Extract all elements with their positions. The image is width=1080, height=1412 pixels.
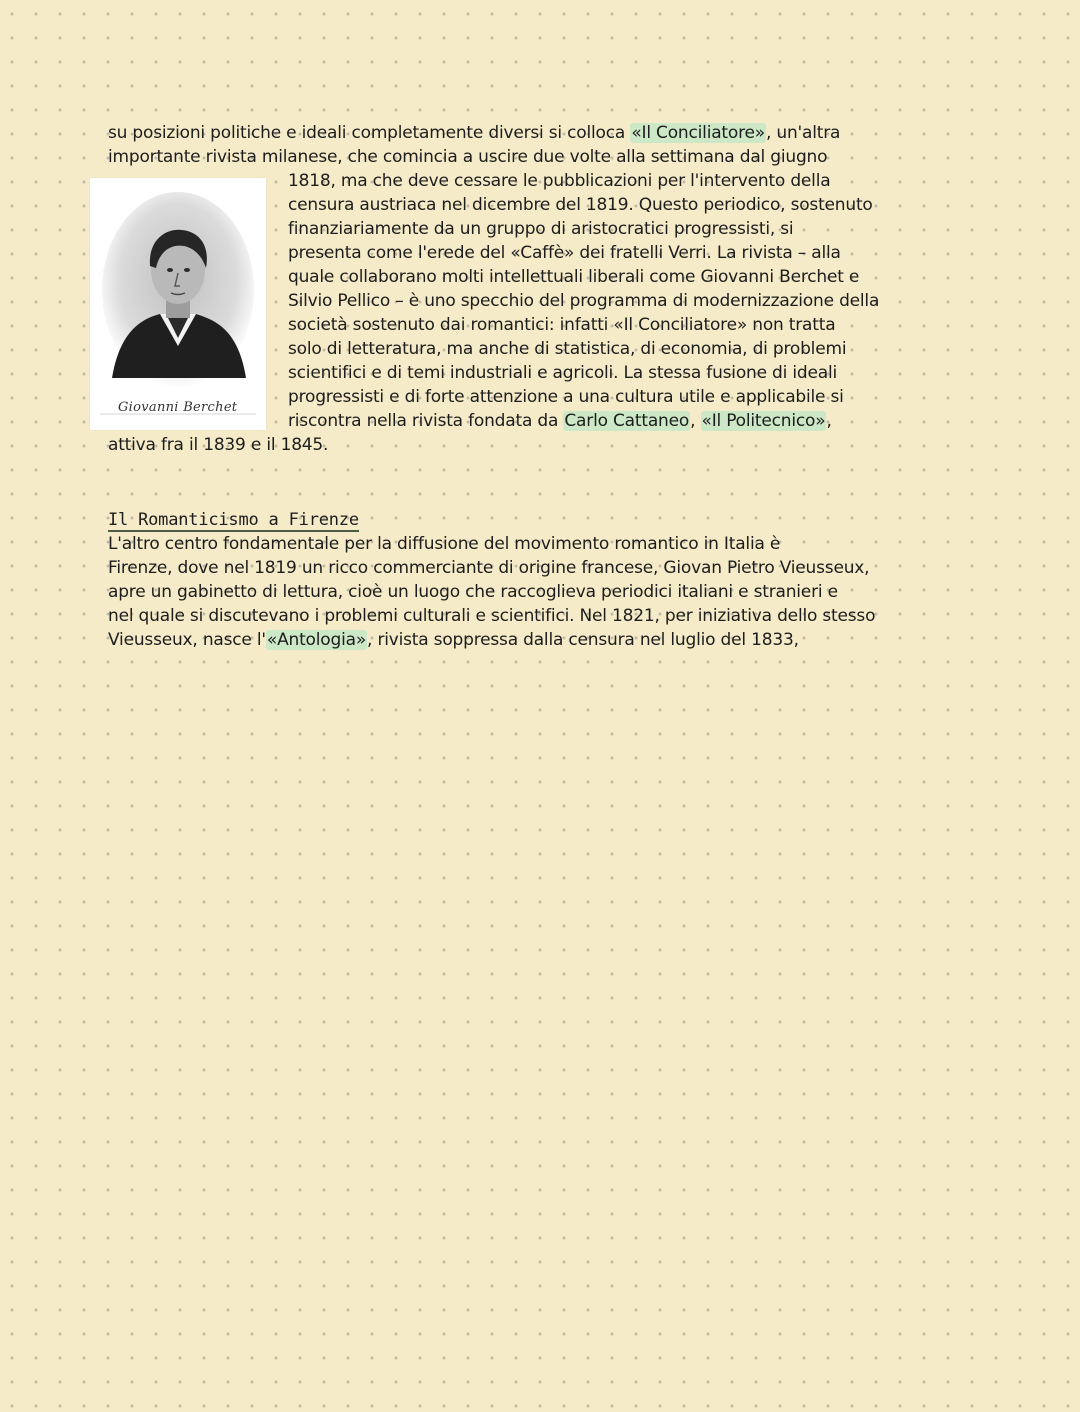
portrait-image-berchet [90, 178, 266, 430]
text-line: importante rivista milanese, che comincia a uscire due volte alla settimana dal giugno [108, 147, 828, 167]
text-line [108, 628, 799, 652]
text-segment: , rivista soppressa dalla censura nel luglio del 1833, [367, 630, 799, 650]
highlighted-term: «Il Conciliatore» [631, 123, 765, 143]
text-line: presenta come l'erede del «Caffè» dei fratelli Verri. La rivista – alla [288, 243, 841, 263]
text-line [288, 409, 832, 433]
text-segment: , [690, 411, 701, 431]
text-segment: Vieusseux, nasce l' [108, 630, 266, 650]
portrait-signature: Giovanni Berchet [118, 400, 238, 415]
text-line: finanziariamente da un gruppo di aristocratici progressisti, si [288, 219, 794, 239]
text-line: 1818, ma che deve cessare le pubblicazioni per l'intervento della [288, 171, 831, 191]
text-line: Firenze, dove nel 1819 un ricco commerciante di origine francese, Giovan Pietro Vieusseux, [108, 558, 870, 578]
text-line: L'altro centro fondamentale per la diffusione del movimento romantico in Italia è [108, 534, 781, 554]
text-line: apre un gabinetto di lettura, cioè un luogo che raccoglieva periodici italiani e stranieri e [108, 582, 838, 602]
engraved-portrait [90, 178, 266, 430]
text-line: progressisti e di forte attenzione a una cultura utile e applicabile si [288, 387, 844, 407]
text-line: censura austriaca nel dicembre del 1819. Questo periodico, sostenuto [288, 195, 873, 215]
highlighted-term: Carlo Cattaneo [564, 411, 690, 431]
text-line: nel quale si discutevano i problemi culturali e scientifici. Nel 1821, per iniziativa dello stesso [108, 606, 876, 626]
text-segment: riscontra nella rivista fondata da [288, 411, 564, 431]
text-line [108, 121, 840, 145]
text-segment: , un'altra [765, 123, 841, 143]
text-segment: su posizioni politiche e ideali completamente diversi si colloca [108, 123, 631, 143]
text-line: Silvio Pellico – è uno specchio del programma di modernizzazione della [288, 291, 880, 311]
section-heading-line [108, 508, 359, 532]
text-segment: , [826, 411, 832, 431]
highlighted-term: «Antologia» [266, 630, 367, 650]
text-line: quale collaborano molti intellettuali liberali come Giovanni Berchet e [288, 267, 860, 287]
text-line: società sostenuto dai romantici: infatti «Il Conciliatore» non tratta [288, 315, 836, 335]
text-line: scientifici e di temi industriali e agricoli. La stessa fusione di ideali [288, 363, 838, 383]
section-heading: Il Romanticismo a Firenze [108, 510, 359, 530]
text-line: solo di letteratura, ma anche di statistica, di economia, di problemi [288, 339, 847, 359]
text-line: attiva fra il 1839 e il 1845. [108, 435, 329, 455]
highlighted-term: «Il Politecnico» [701, 411, 826, 431]
